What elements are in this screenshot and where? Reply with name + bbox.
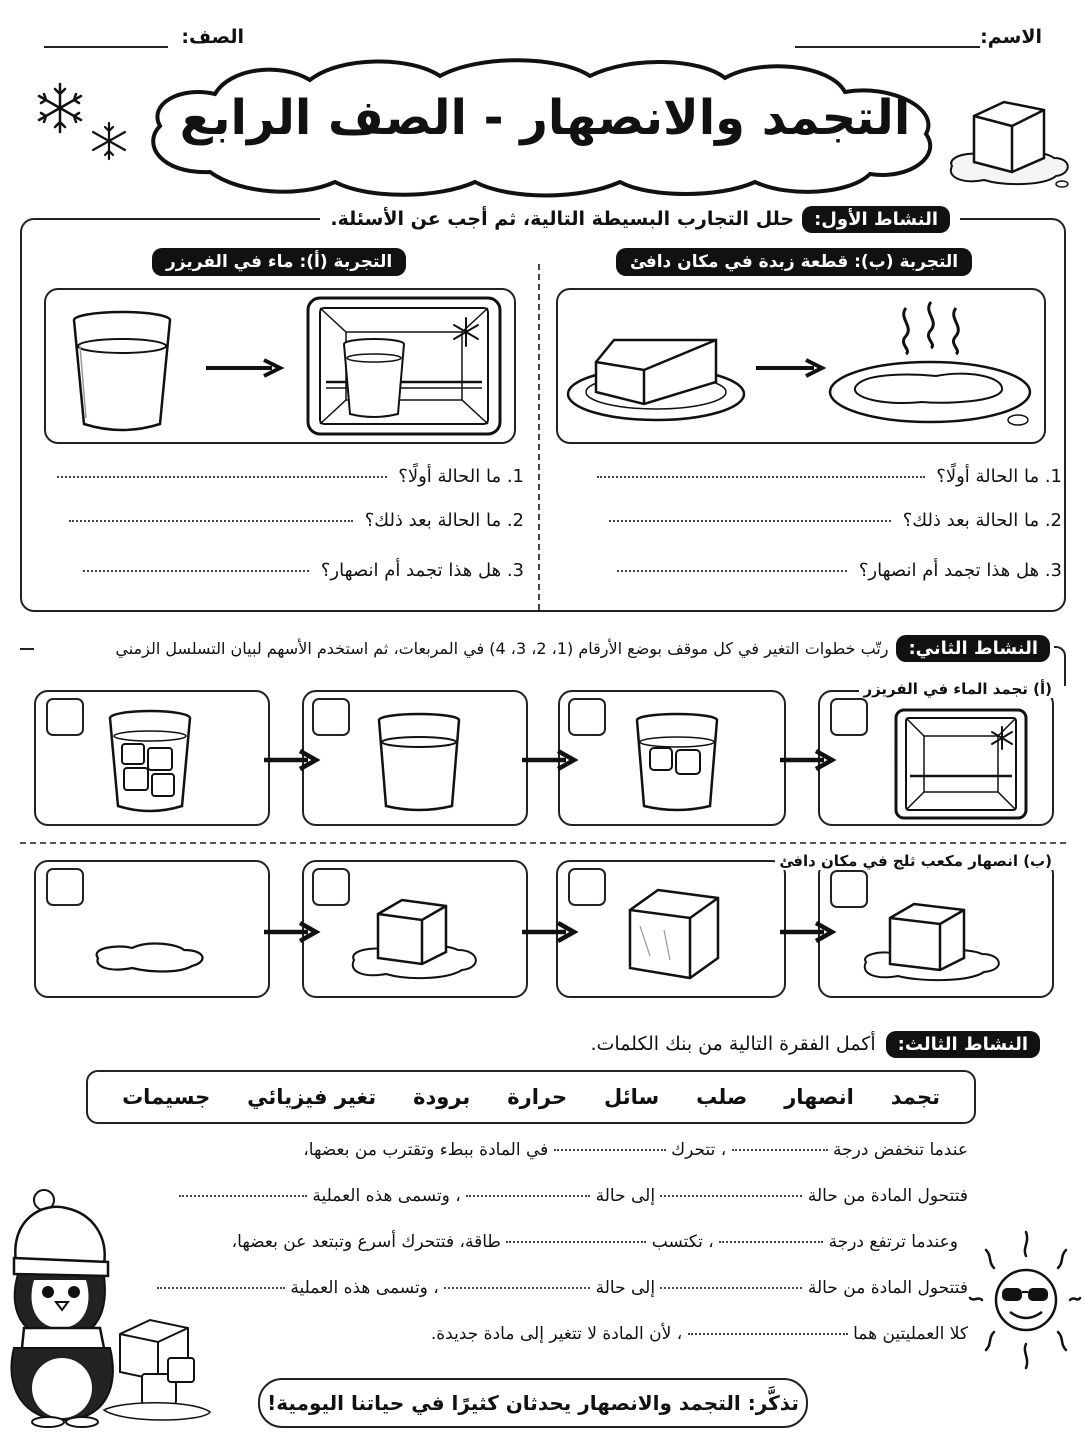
blank[interactable] [688,1333,848,1335]
freezer-icon [894,708,1028,820]
glass-of-water-icon [376,712,462,814]
word-bank-item: انصهار [784,1085,854,1109]
exp-b-question-1[interactable]: 1. ما الحالة أولًا؟ [597,466,1062,487]
blank[interactable] [660,1195,802,1197]
word-bank-item: جسيمات [122,1085,211,1109]
arrow-right-icon [262,748,320,772]
answer-line[interactable] [69,520,353,522]
paragraph-line-3: وعندما ترتفع درجة ، تكتسب طاقة، فتتحرك أسرع وتبتعد عن بعضها، [231,1232,958,1252]
row-a-label: (أ) تجمد الماء في الفريزر [859,680,1056,698]
class-blank[interactable] [44,46,168,48]
answer-line[interactable] [57,476,387,478]
ice-cube-icon [624,886,724,982]
activity1-instruction: حلل التجارب البسيطة التالية، ثم أجب عن الأسئلة. [330,208,795,230]
order-checkbox[interactable] [568,868,606,906]
class-label: الصف: [181,26,244,48]
melting-ice-cube-icon [944,96,1074,192]
snowflake-icon [32,80,88,136]
word-bank-item: تغير فيزيائي [247,1085,377,1109]
ice-cube-small-puddle-icon [860,900,1006,984]
melting-ice-cube-icon [346,896,484,982]
word-bank-item: سائل [604,1085,660,1109]
order-checkbox[interactable] [312,868,350,906]
blank[interactable] [466,1195,590,1197]
exp-a-question-2[interactable]: 2. ما الحالة بعد ذلك؟ [69,510,524,531]
exp-a-title: التجربة (أ): ماء في الفريزر [152,248,406,276]
penguin-icon [4,1188,216,1428]
sun-with-sunglasses-icon [968,1226,1082,1372]
paragraph-line-4: فتتحول المادة من حالة إلى حالة ، وتسمى هذه العملية [157,1278,968,1298]
blank[interactable] [732,1149,828,1151]
answer-line[interactable] [609,520,891,522]
name-field[interactable] [742,26,1042,50]
exp-b-title: التجربة (ب): قطعة زبدة في مكان دافئ [616,248,972,276]
word-bank [86,1070,976,1124]
arrow-right-icon [778,920,836,944]
exp-b-question-3[interactable]: 3. هل هذا تجمد أم انصهار؟ [617,560,1062,581]
word-bank-item: صلب [696,1085,748,1109]
glass-of-water-icon [70,308,174,436]
glass-with-few-ice-cubes-icon [634,712,720,814]
page-title: التجمد والانصهار - الصف الرابع [179,90,911,146]
activity2-instruction: رتّب خطوات التغير في كل موقف بوضع الأرقام (1، 2، 3، 4) في المربعات، ثم استخدم الأسهم لبيان التسلسل الزمني [115,638,889,658]
arrow-right-icon [520,920,578,944]
glass-with-ice-cubes-icon [106,708,194,816]
remember-text: تذكَّر: التجمد والانصهار يحدثان كثيرًا في حياتنا اليومية! [267,1391,799,1415]
exp-a-question-1[interactable]: 1. ما الحالة أولًا؟ [57,466,524,487]
snowflake-icon-small [88,120,130,162]
activity2-divider [20,842,1066,844]
order-checkbox[interactable] [830,698,868,736]
blank[interactable] [506,1241,646,1243]
paragraph-line-5: كلا العمليتين هما ، لأن المادة لا تتغير إلى مادة جديدة. [430,1324,968,1344]
activity2-badge: النشاط الثاني: [896,635,1050,662]
arrow-right-icon [520,748,578,772]
blank[interactable] [444,1287,590,1289]
activity1-header [320,202,960,236]
activity1-badge: النشاط الأول: [802,206,950,233]
exp-a-question-3[interactable]: 3. هل هذا تجمد أم انصهار؟ [83,560,524,581]
melted-butter-plate-icon [826,298,1036,438]
answer-line[interactable] [597,476,925,478]
activity3-instruction: أكمل الفقرة التالية من بنك الكلمات. [590,1033,876,1055]
activity2-top-line [20,648,34,650]
order-checkbox[interactable] [312,698,350,736]
butter-block-plate-icon [566,312,746,422]
name-blank[interactable] [795,46,980,48]
activity1-divider [538,264,540,610]
activity3-badge: النشاط الثالث: [886,1031,1040,1058]
word-bank-item: حرارة [507,1085,568,1109]
arrow-right-icon [778,748,836,772]
blank[interactable] [660,1287,802,1289]
name-label: الاسم: [980,26,1042,48]
order-checkbox[interactable] [568,698,606,736]
answer-line[interactable] [617,570,847,572]
activity2-header [115,632,1050,664]
arrow-right-icon [204,358,282,378]
order-checkbox[interactable] [46,698,84,736]
blank[interactable] [719,1241,823,1243]
arrow-right-icon [754,358,824,378]
glass-in-freezer-icon [306,296,502,436]
order-checkbox[interactable] [46,868,84,906]
paragraph-line-1: عندما تنخفض درجة ، تتحرك في المادة ببطء وتقترب من بعضها، [303,1140,968,1160]
class-field[interactable] [44,26,244,50]
activity3-header [590,1028,1040,1060]
row-b-label: (ب) انصهار مكعب ثلج في مكان دافئ [775,852,1056,870]
word-bank-item: تجمد [890,1085,940,1109]
arrow-right-icon [262,920,320,944]
exp-b-question-2[interactable]: 2. ما الحالة بعد ذلك؟ [609,510,1062,531]
answer-line[interactable] [83,570,309,572]
remember-note [258,1378,808,1428]
word-bank-item: برودة [413,1085,471,1109]
paragraph-line-2: فتتحول المادة من حالة إلى حالة ، وتسمى هذه العملية [179,1186,968,1206]
water-puddle-icon [88,938,208,974]
blank[interactable] [554,1149,666,1151]
